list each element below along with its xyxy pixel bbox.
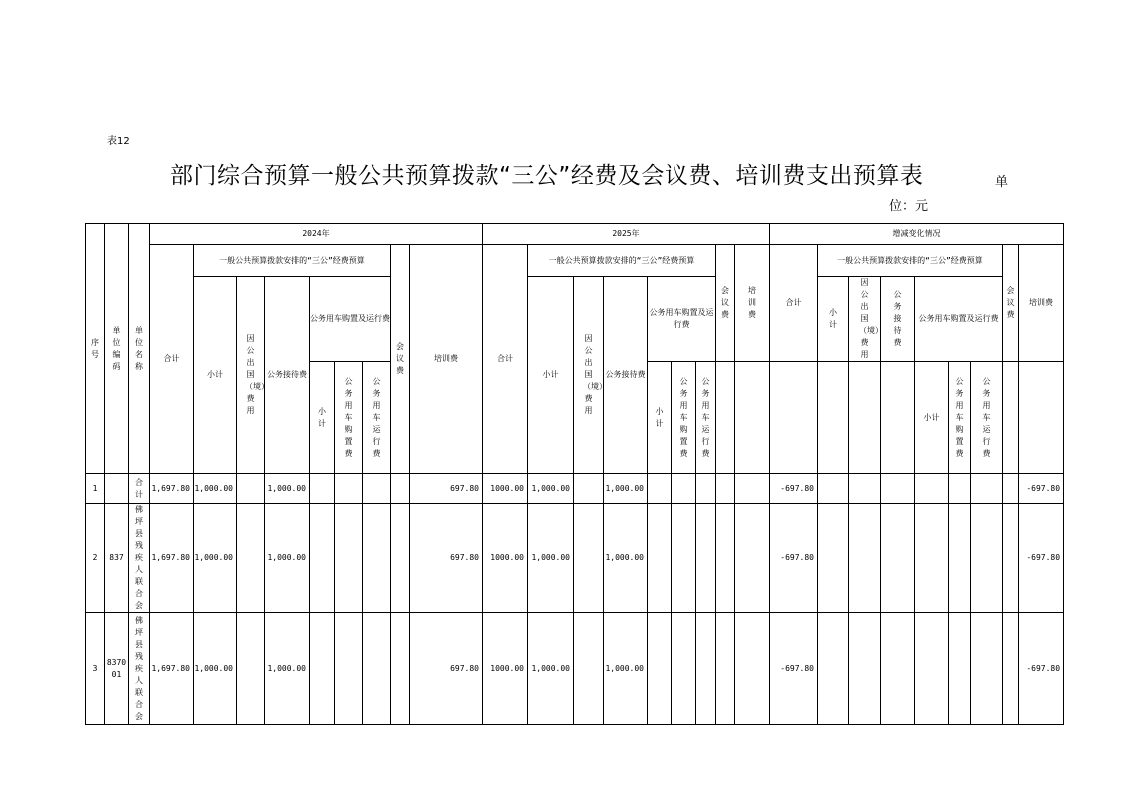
header-unit-code: 单位编码 (105, 224, 129, 474)
header-c-reception-cont (881, 362, 915, 474)
cell-name: 合计 (129, 474, 150, 504)
header-c-vrun: 公务用车运行费 (971, 362, 1003, 474)
cell-a-vrun (363, 613, 391, 725)
cell-b-meeting (716, 474, 735, 504)
header-c-subtotal: 小计 (818, 277, 849, 362)
cell-a-vbuy (335, 613, 363, 725)
cell-b-training (735, 504, 770, 613)
cell-b-vrun (696, 504, 716, 613)
header-a-training: 培训费 (410, 245, 483, 474)
header-a-vrun: 公务用车运行费 (363, 362, 391, 474)
cell-c-subtotal (818, 474, 849, 504)
cell-c-vsubtotal (915, 613, 949, 725)
cell-c-total: -697.80 (770, 504, 818, 613)
cell-b-total: 1000.00 (483, 504, 528, 613)
cell-c-subtotal (818, 613, 849, 725)
cell-c-meeting (1003, 504, 1019, 613)
cell-c-abroad (849, 613, 881, 725)
cell-a-meeting (391, 504, 410, 613)
cell-c-training: -697.80 (1019, 504, 1064, 613)
cell-b-subtotal: 1,000.00 (528, 474, 574, 504)
header-b-subtotal: 小计 (528, 277, 574, 474)
header-a-vbuy: 公务用车购置费 (335, 362, 363, 474)
header-b-vehicle: 公务用车购置及运行费 (648, 277, 716, 362)
header-unit-name: 单位名称 (129, 224, 150, 474)
cell-b-reception: 1,000.00 (604, 474, 648, 504)
cell-b-reception: 1,000.00 (604, 504, 648, 613)
cell-a-total: 1,697.80 (150, 504, 194, 613)
header-b-reception: 公务接待费 (604, 277, 648, 474)
header-a-vsubtotal: 小计 (310, 362, 335, 474)
cell-b-training (735, 474, 770, 504)
header-c-vbuy: 公务用车购置费 (949, 362, 971, 474)
cell-b-training (735, 613, 770, 725)
cell-a-subtotal: 1,000.00 (194, 613, 237, 725)
cell-a-meeting (391, 613, 410, 725)
cell-a-abroad (237, 474, 265, 504)
cell-name: 佛坪县残疾人联合会 (129, 504, 150, 613)
cell-b-abroad (574, 474, 604, 504)
cell-c-abroad (849, 504, 881, 613)
header-c-abroad-cont (849, 362, 881, 474)
header-year-2024: 2024年 (150, 224, 483, 245)
header-b-vrun: 公务用车运行费 (696, 362, 716, 474)
header-c-vsubtotal: 小计 (915, 362, 949, 474)
header-a-abroad: 因公出国（境）费用 (237, 277, 265, 474)
cell-seq: 1 (86, 474, 105, 504)
cell-c-vbuy (949, 613, 971, 725)
header-a-sangong: 一般公共预算拨款安排的“三公”经费预算 (194, 245, 391, 277)
cell-b-vsubtotal (648, 504, 672, 613)
cell-b-total: 1000.00 (483, 474, 528, 504)
header-change: 增减变化情况 (770, 224, 1064, 245)
table-row (86, 474, 1064, 504)
cell-b-meeting (716, 613, 735, 725)
cell-b-subtotal: 1,000.00 (528, 613, 574, 725)
header-c-sangong: 一般公共预算拨款安排的“三公”经费预算 (818, 245, 1003, 277)
cell-code: 837 (105, 504, 129, 613)
cell-c-vbuy (949, 504, 971, 613)
cell-c-reception (881, 504, 915, 613)
cell-b-vrun (696, 613, 716, 725)
cell-b-vrun (696, 474, 716, 504)
cell-a-subtotal: 1,000.00 (194, 504, 237, 613)
header-c-reception: 公务接待费 (881, 277, 915, 362)
cell-a-total: 1,697.80 (150, 613, 194, 725)
table-number-label: 表12 (107, 136, 130, 147)
cell-b-abroad (574, 613, 604, 725)
cell-c-vrun (971, 504, 1003, 613)
cell-seq: 2 (86, 504, 105, 613)
cell-c-vsubtotal (915, 474, 949, 504)
header-c-subtotal-cont (818, 362, 849, 474)
budget-table (85, 223, 1064, 725)
cell-name: 佛坪县残疾人联合会 (129, 613, 150, 725)
cell-seq: 3 (86, 613, 105, 725)
unit-label-suffix: 位：元 (889, 199, 929, 214)
cell-c-vrun (971, 474, 1003, 504)
header-b-total: 合计 (483, 245, 528, 474)
header-b-sangong: 一般公共预算拨款安排的“三公”经费预算 (528, 245, 716, 277)
cell-c-reception (881, 474, 915, 504)
cell-b-meeting (716, 504, 735, 613)
cell-b-vsubtotal (648, 474, 672, 504)
cell-c-abroad (849, 474, 881, 504)
cell-c-total: -697.80 (770, 474, 818, 504)
table-row (86, 504, 1064, 613)
cell-b-vsubtotal (648, 613, 672, 725)
cell-c-reception (881, 613, 915, 725)
header-a-vehicle: 公务用车购置及运行费 (310, 277, 391, 362)
cell-b-reception: 1,000.00 (604, 613, 648, 725)
cell-c-training: -697.80 (1019, 474, 1064, 504)
cell-b-vbuy (672, 504, 696, 613)
cell-a-reception: 1,000.00 (265, 504, 310, 613)
cell-b-vbuy (672, 613, 696, 725)
cell-b-vbuy (672, 474, 696, 504)
cell-a-abroad (237, 613, 265, 725)
header-b-training: 培训费 (735, 245, 770, 362)
header-b-vsubtotal: 小计 (648, 362, 672, 474)
cell-c-meeting (1003, 613, 1019, 725)
cell-a-vbuy (335, 474, 363, 504)
header-b-vbuy: 公务用车购置费 (672, 362, 696, 474)
cell-a-subtotal: 1,000.00 (194, 474, 237, 504)
header-seq: 序号 (86, 224, 105, 474)
cell-c-vrun (971, 613, 1003, 725)
header-c-abroad: 因公出国（境）费用 (849, 277, 881, 362)
cell-a-training: 697.80 (410, 613, 483, 725)
cell-a-training: 697.80 (410, 504, 483, 613)
cell-a-vsubtotal (310, 504, 335, 613)
header-b-abroad: 因公出国（境）费用 (574, 277, 604, 474)
header-a-meeting: 会议费 (391, 245, 410, 474)
cell-c-meeting (1003, 474, 1019, 504)
table-row (86, 613, 1064, 725)
header-c-training-cont (1019, 362, 1064, 474)
header-b-training-cont (735, 362, 770, 474)
header-a-total: 合计 (150, 245, 194, 474)
header-a-reception: 公务接待费 (265, 277, 310, 474)
cell-a-reception: 1,000.00 (265, 474, 310, 504)
cell-c-subtotal (818, 504, 849, 613)
cell-code: 837001 (105, 613, 129, 725)
cell-a-vsubtotal (310, 474, 335, 504)
header-c-meeting-cont (1003, 362, 1019, 474)
cell-c-vbuy (949, 474, 971, 504)
cell-a-total: 1,697.80 (150, 474, 194, 504)
cell-a-vbuy (335, 504, 363, 613)
cell-a-meeting (391, 474, 410, 504)
header-c-meeting: 会议费 (1003, 245, 1019, 362)
header-a-subtotal: 小计 (194, 277, 237, 474)
cell-c-training: -697.80 (1019, 613, 1064, 725)
header-c-training: 培训费 (1019, 245, 1064, 362)
cell-c-total: -697.80 (770, 613, 818, 725)
cell-b-total: 1000.00 (483, 613, 528, 725)
cell-a-vsubtotal (310, 613, 335, 725)
unit-label-prefix: 单 (995, 175, 1009, 190)
header-c-total: 合计 (770, 245, 818, 362)
header-c-total-cont (770, 362, 818, 474)
header-c-vehicle: 公务用车购置及运行费 (915, 277, 1003, 362)
cell-a-abroad (237, 504, 265, 613)
cell-b-abroad (574, 504, 604, 613)
header-b-meeting: 会议费 (716, 245, 735, 362)
cell-c-vsubtotal (915, 504, 949, 613)
page-title: 部门综合预算一般公共预算拨款“三公”经费及会议费、培训费支出预算表 (170, 163, 924, 189)
cell-b-subtotal: 1,000.00 (528, 504, 574, 613)
header-year-2025: 2025年 (483, 224, 770, 245)
header-b-meeting-cont (716, 362, 735, 474)
cell-a-vrun (363, 474, 391, 504)
cell-a-reception: 1,000.00 (265, 613, 310, 725)
cell-code (105, 474, 129, 504)
cell-a-vrun (363, 504, 391, 613)
cell-a-training: 697.80 (410, 474, 483, 504)
